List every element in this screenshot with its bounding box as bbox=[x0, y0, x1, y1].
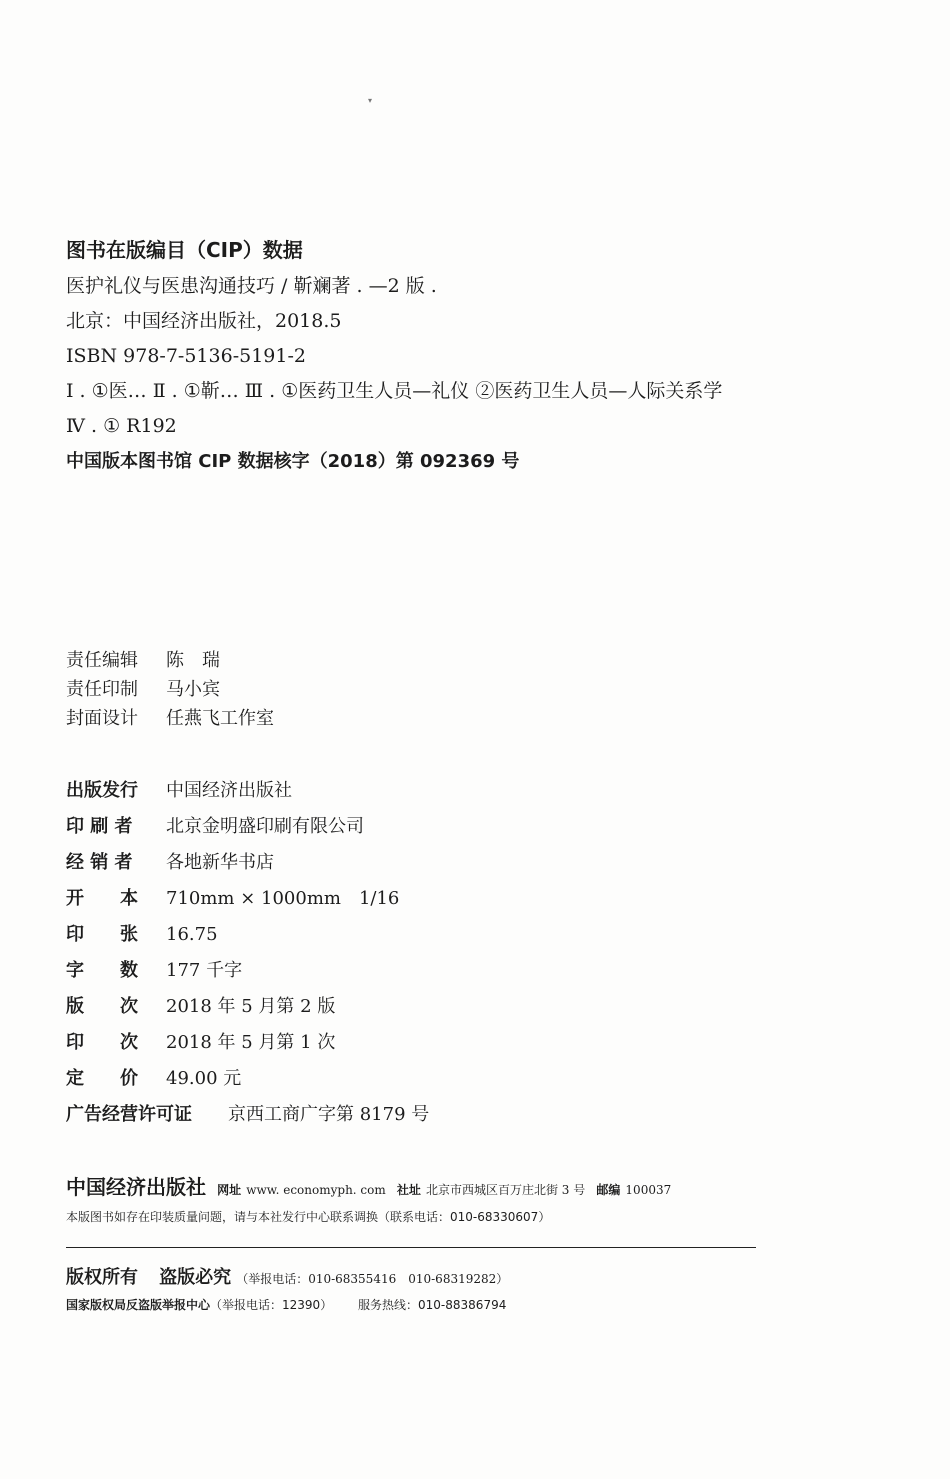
staff-row-editor: 责任编辑 陈 瑞 bbox=[66, 650, 220, 671]
quality-note: 本版图书如存在印装质量问题，请与本社发行中心联系调换（联系电话：010-68330607） bbox=[66, 1210, 551, 1224]
report-phones: （举报电话：010-68355416 010-68319282） bbox=[236, 1272, 509, 1286]
pub-row-printer: 印 刷 者 北京金明盛印刷有限公司 bbox=[66, 816, 364, 837]
cip-isbn-line: ISBN 978-7-5136-5191-2 bbox=[66, 345, 306, 367]
pub-row-price: 定 价 49.00 元 bbox=[66, 1068, 242, 1089]
staff-row-printing: 责任印制 马小宾 bbox=[66, 679, 220, 700]
cip-block bbox=[66, 231, 722, 480]
cip-publisher-line: 北京：中国经济出版社，2018.5 bbox=[66, 310, 342, 332]
pub-row-publisher: 出版发行 中国经济出版社 bbox=[66, 780, 292, 801]
cip-verification: 中国版本图书馆 CIP 数据核字（2018）第 092369 号 bbox=[66, 451, 520, 472]
staff-block bbox=[66, 646, 274, 733]
service-hotline: 服务热线：010-88386794 bbox=[358, 1298, 507, 1312]
publisher-website: www. economyph. com bbox=[246, 1183, 386, 1197]
cip-class-line: Ⅳ . ① R192 bbox=[66, 415, 177, 437]
pub-row-impression: 印 次 2018 年 5 月第 1 次 bbox=[66, 1032, 336, 1053]
footer-block bbox=[66, 1172, 756, 1317]
pub-row-edition: 版 次 2018 年 5 月第 2 版 bbox=[66, 996, 336, 1017]
publisher-address: 北京市西城区百万庄北街 3 号 bbox=[425, 1183, 586, 1197]
footer-divider bbox=[66, 1247, 756, 1248]
publisher-brand: 中国经济出版社 bbox=[66, 1175, 206, 1199]
speck: ▾ bbox=[368, 96, 373, 105]
pub-row-distributor: 经 销 者 各地新华书店 bbox=[66, 852, 274, 873]
pub-row-wordcount: 字 数 177 千字 bbox=[66, 960, 243, 981]
cip-heading: 图书在版编目（CIP）数据 bbox=[66, 238, 303, 262]
cip-subject-line: Ⅰ . ①医… Ⅱ . ①靳… Ⅲ . ①医药卫生人员—礼仪 ②医药卫生人员—人际关系学 bbox=[66, 380, 723, 402]
pub-row-format: 开 本 710mm × 1000mm 1/16 bbox=[66, 888, 400, 909]
pub-row-sheets: 印 张 16.75 bbox=[66, 924, 218, 945]
cip-title-line: 医护礼仪与医患沟通技巧 / 靳斓著 . —2 版 . bbox=[66, 275, 437, 297]
copyright-line: 版权所有 盗版必究 （举报电话：010-68355416 010-68319282） bbox=[66, 1267, 509, 1288]
publisher-contact-line: 中国经济出版社 网址 www. economyph. com 社址 北京市西城区百万庄北街 3 号 邮编 100037 bbox=[66, 1175, 672, 1199]
publisher-postcode: 100037 bbox=[625, 1183, 672, 1197]
antipiracy-line: 国家版权局反盗版举报中心（举报电话：12390） 服务热线：010-88386794 bbox=[66, 1298, 507, 1312]
publication-block bbox=[66, 773, 429, 1133]
staff-row-cover: 封面设计 任燕飞工作室 bbox=[66, 708, 274, 729]
pub-row-ad-license: 广告经营许可证 京西工商广字第 8179 号 bbox=[66, 1104, 430, 1125]
